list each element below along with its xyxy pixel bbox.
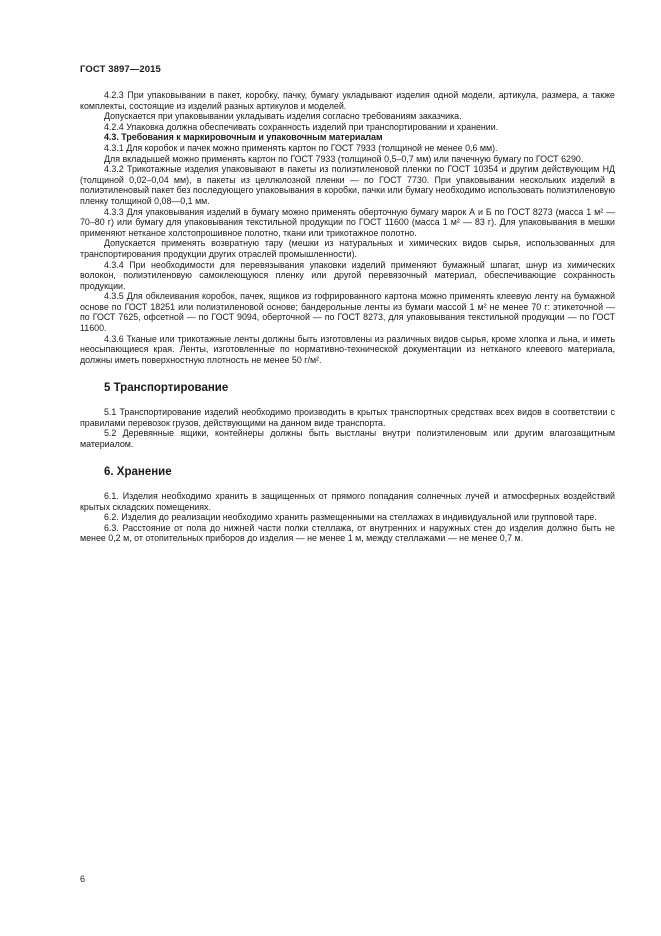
paragraph-4-2-4: 4.2.4 Упаковка должна обеспечивать сохранность изделий при транспортировании и хранении. — [104, 121, 499, 132]
paragraph-6-2: 6.2. Изделия до реализации необходимо хранить размещенными на стеллажах в индивидуальной или групповой таре. — [104, 512, 597, 523]
paragraph-4-3-6: 4.3.6 Тканые или трикотажные ленты должны быть изготовлены из различных видов сырья, кроме хлопка и льна, и иметь неосыпающиеся края. Ленты, изготовленные по нормативно-технической документации из нетканого клеевого материала, должны иметь поверхностную плотность не менее 50 г/м². — [80, 333, 615, 365]
subsection-heading-4-3: 4.3. Требования к маркировочным и упаковочным материалам — [104, 132, 383, 143]
page-body — [80, 90, 615, 544]
standard-designation: ГОСТ 3897—2015 — [80, 64, 161, 75]
section-heading-storage: 6. Хранение — [104, 466, 172, 479]
page-number: 6 — [80, 874, 86, 884]
paragraph-5-2: 5.2 Деревянные ящики, контейнеры должны быть выстланы внутри полиэтиленовым или другим влагозащитным материалом. — [80, 428, 615, 449]
paragraph-returnable-packaging: Допускается применять возвратную тару (мешки из натуральных и химических видов сырья, использованных для транспортирования продукции других отраслей промышленности). — [80, 238, 615, 259]
paragraph-4-3-2: 4.3.2 Трикотажные изделия упаковывают в пакеты из полиэтиленовой пленки по ГОСТ 10354 и другим действующим НД (толщиной 0,02–0,04 мм), в пакеты из целлюлозной пленки — по ГОСТ 7730. При упаковывании нескольких изделий в полиэтиленовый пакет без последующего упаковывания в коробки, пачки или бумагу необходимо использовать полиэтиленовую пленку толщиной 0,08—0,1 мм. — [80, 164, 615, 206]
section-heading-transportation: 5 Транспортирование — [104, 382, 229, 395]
paragraph-4-3-3: 4.3.3 Для упаковывания изделий в бумагу можно применять оберточную бумагу марок А и Б по ГОСТ 8273 (масса 1 м² — 70–80 г) или бумагу для упаковывания текстильной продукции по ГОСТ 11600 (масса 1 м² — 83 г). Для упаковывания в мешки применяют нетканое холстопрошивное полотно, ткани или трикотажное полотно. — [80, 206, 615, 238]
paragraph-4-3-4: 4.3.4 При необходимости для перевязывания упаковки изделий применяют бумажный шпагат, шнур из химических волокон, полиэтиленовую самоклеющуюся пленку или другой перевязочный материал, обеспечивающие сохранность продукции. — [80, 259, 615, 291]
paragraph-6-3: 6.3. Расстояние от пола до нижней части полки стеллажа, от внутренних и наружных стен до изделия должно быть не менее 0,2 м, от отопительных приборов до изделия — не менее 1 м, между стеллажами — не менее 0,7 м. — [80, 522, 615, 544]
paragraph-inserts: Для вкладышей можно применять картон по ГОСТ 7933 (толщиной 0,5–0,7 мм) или пачечную бумагу по ГОСТ 6290. — [104, 153, 584, 164]
paragraph-4-2-3: 4.2.3 При упаковывании в пакет, коробку, пачку, бумагу укладывают изделия одной модели, артикула, размера, а также комплекты, состоящие из изделий разных артикулов и моделей. — [80, 90, 615, 111]
paragraph-5-1: 5.1 Транспортирование изделий необходимо производить в крытых транспортных средствах всех видов в соответствии с правилами перевозок грузов, действующими на данном виде транспорта. — [80, 407, 615, 428]
paragraph-4-3-5: 4.3.5 Для обклеивания коробок, пачек, ящиков из гофрированного картона можно применять клеевую ленту на бумажной основе по ГОСТ 18251 или полиэтиленовой основе; бандерольные ленты из бумаги массой 1 м² не менее 70 г: этикеточной — по ГОСТ 7625, офсетной — по ГОСТ 9094, оберточной — по ГОСТ 8273, для упаковывания текстильной продукции — по ГОСТ 11600. — [80, 291, 615, 334]
paragraph-4-3-1: 4.3.1 Для коробок и пачек можно применять картон по ГОСТ 7933 (толщиной не менее 0,6 мм). — [104, 142, 498, 153]
paragraph-6-1: 6.1. Изделия необходимо хранить в защищенных от прямого попадания солнечных лучей и атмосферных воздействий крытых складских помещениях. — [80, 491, 615, 512]
paragraph-customer-requirements: Допускается при упаковывании укладывать изделия согласно требованиям заказчика. — [104, 111, 462, 122]
